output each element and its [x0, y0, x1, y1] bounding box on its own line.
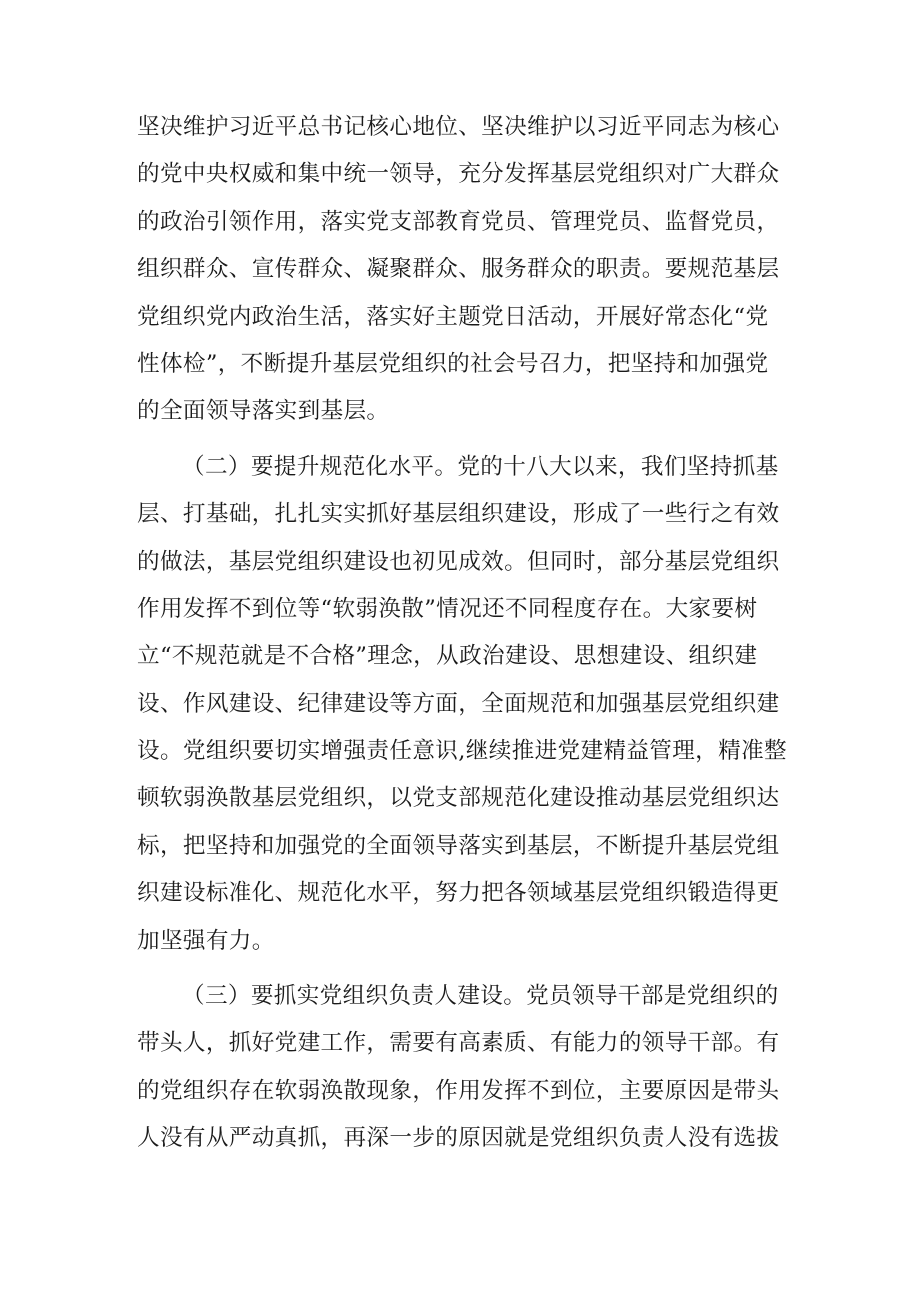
text-line: 加坚强有力。: [137, 927, 275, 954]
text-line: 立“不规范就是不合格”理念，从政治建设、思想建设、组织建: [137, 643, 758, 670]
text-line: 性体检”，不断提升基层党组织的社会号召力，把坚持和加强党: [137, 350, 769, 377]
document-body: [137, 104, 797, 1163]
paragraph-2: [137, 444, 797, 965]
text-line: 带头人，抓好党建工作，需要有高素质、有能力的领导干部。有: [137, 1030, 780, 1057]
paragraph-1: [137, 104, 797, 436]
text-line: 设。党组织要切实增强责任意识,继续推进党建精益管理，精准整: [137, 738, 787, 765]
text-line: （三）要抓实党组织负责人建设。党员领导干部是党组织的: [182, 983, 779, 1010]
text-line: 设、作风建设、纪律建设等方面，全面规范和加强基层党组织建: [137, 690, 780, 717]
text-line: 织建设标准化、规范化水平，努力把各领域基层党组织锻造得更: [137, 880, 780, 907]
text-line: 的政治引领作用，落实党支部教育党员、管理党员、监督党员，: [137, 208, 780, 235]
text-line: 党组织党内政治生活，落实好主题党日活动，开展好常态化“党: [137, 303, 769, 330]
text-line: （二）要提升规范化水平。党的十八大以来，我们坚持抓基: [182, 453, 779, 480]
text-line: 坚决维护习近平总书记核心地位、坚决维护以习近平同志为核心: [137, 114, 780, 140]
text-line: 人没有从严动真抓，再深一步的原因就是党组织负责人没有选拔: [137, 1125, 780, 1152]
paragraph-3: [137, 973, 797, 1163]
text-line: 组织群众、宣传群众、凝聚群众、服务群众的职责。要规范基层: [137, 256, 780, 283]
text-line: 顿软弱涣散基层党组织，以党支部规范化建设推动基层党组织达: [137, 785, 780, 812]
text-line: 层、打基础，扎扎实实抓好基层组织建设，形成了一些行之有效: [137, 501, 780, 528]
text-line: 标，把坚持和加强党的全面领导落实到基层，不断提升基层党组: [137, 832, 780, 859]
text-line: 的做法，基层党组织建设也初见成效。但同时，部分基层党组织: [137, 548, 780, 575]
text-line: 的党组织存在软弱涣散现象，作用发挥不到位，主要原因是带头: [137, 1077, 780, 1104]
text-line: 的全面领导落实到基层。: [137, 398, 390, 425]
text-line: 作用发挥不到位等“软弱涣散”情况还不同程度存在。大家要树: [137, 595, 758, 622]
text-line: 的党中央权威和集中统一领导，充分发挥基层党组织对广大群众: [137, 161, 780, 188]
